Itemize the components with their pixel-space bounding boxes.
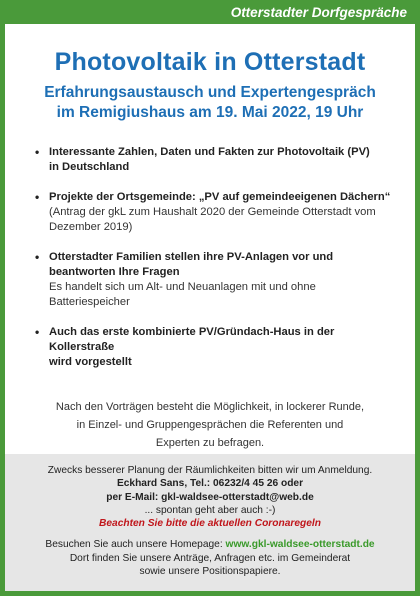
item-detail-line: Es handelt sich um Alt- und Neuanlagen mit und ohne [49, 281, 316, 293]
banner-text: Otterstadter Dorfgespräche [230, 4, 407, 20]
subtitle [5, 83, 415, 123]
list-item [35, 190, 395, 235]
agenda-list [5, 145, 415, 370]
bullet-icon: • [35, 190, 40, 204]
registration-request: Zwecks besserer Planung der Räumlichkeiten bitten wir um Anmeldung. [47, 465, 373, 476]
item-head-line: Interessante Zahlen, Daten und Fakten zur Photovoltaik (PV) [49, 146, 370, 158]
corona-notice: Beachten Sie bitte die aktuellen Coronaregeln [99, 518, 321, 530]
bullet-icon: • [35, 145, 40, 159]
bullet-icon: • [35, 325, 40, 339]
note-line: Experten zu befragen. [155, 437, 265, 449]
banner [5, 0, 415, 24]
list-item [35, 250, 395, 310]
subtitle-line-1: Erfahrungsaustausch und Expertengespräch [44, 84, 376, 101]
item-head-line: wird vorgestellt [49, 356, 132, 368]
item-head-line: Auch das erste kombinierte PV/Gründach-Haus in der Kollerstraße [49, 326, 335, 353]
homepage-line [5, 538, 415, 551]
list-item [35, 145, 395, 175]
item-head-line: in Deutschland [49, 161, 130, 173]
homepage-link[interactable]: www.gkl-waldsee-otterstadt.de [225, 539, 375, 551]
homepage-info-2: sowie unsere Positionspapiere. [139, 566, 281, 578]
registration-footer [5, 454, 415, 591]
bullet-icon: • [35, 250, 40, 264]
item-detail-line: Batteriespeicher [49, 296, 130, 308]
item-detail-line: (Antrag der gkL zum Haushalt 2020 der Gemeinde Otterstadt vom [49, 206, 376, 218]
discussion-note [5, 398, 415, 452]
contact-phone: Eckhard Sans, Tel.: 06232/4 45 26 oder [116, 478, 304, 490]
item-head-line: Projekte der Ortsgemeinde: „PV auf gemeindeeigenen Dächern“ [49, 191, 391, 203]
spontaneous-note: ... spontan geht aber auch :-) [144, 504, 276, 516]
homepage-prefix: Besuchen Sie auch unsere Homepage: [45, 539, 226, 551]
contact-email[interactable]: per E-Mail: gkl-waldsee-otterstadt@web.de [106, 491, 314, 503]
list-item [35, 325, 395, 370]
note-line: Nach den Vorträgen besteht die Möglichkeit, in lockerer Runde, [55, 401, 365, 413]
item-head-line: beantworten Ihre Fragen [49, 266, 180, 278]
note-line: in Einzel- und Gruppengesprächen die Referenten und [76, 419, 344, 431]
page-title: Photovoltaik in Otterstadt [54, 48, 366, 76]
item-head-line: Otterstadter Familien stellen ihre PV-Anlagen vor und [49, 251, 334, 263]
subtitle-line-2: im Remigiushaus am 19. Mai 2022, 19 Uhr [56, 104, 364, 121]
item-detail-line: Dezember 2019) [49, 221, 133, 233]
homepage-info: Dort finden Sie unsere Anträge, Anfragen etc. im Gemeinderat [69, 552, 351, 564]
